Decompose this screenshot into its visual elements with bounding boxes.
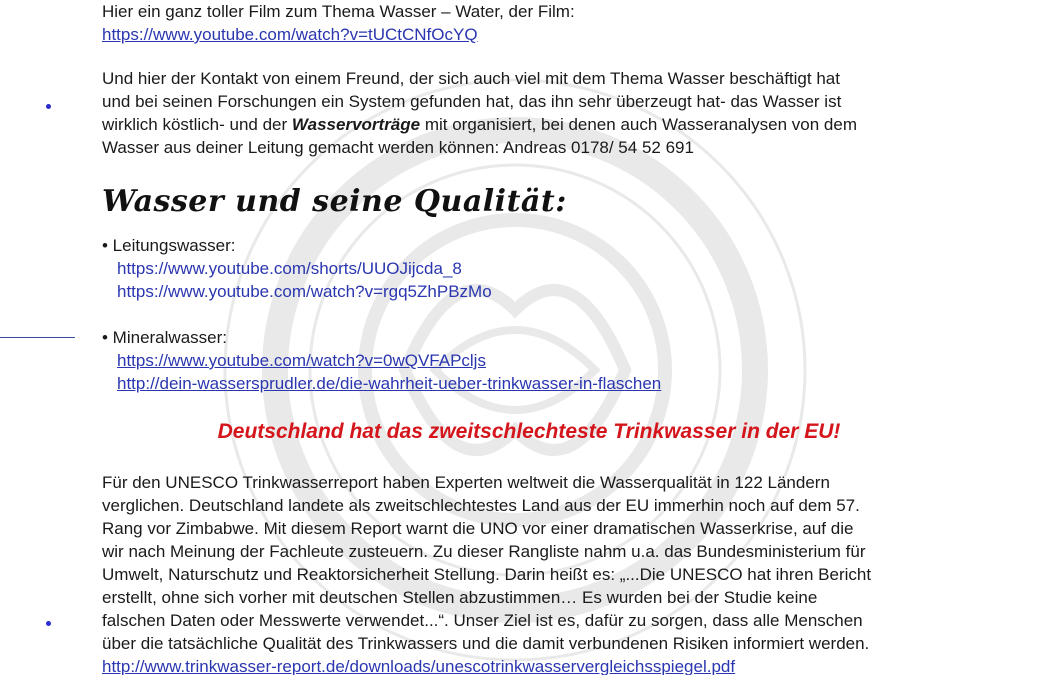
paragraph-line: Rang vor Zimbabwe. Mit diesem Report warnt die UNO vor einer dramatischen Wasserkrise, auf die [102,519,854,538]
margin-dot [46,621,51,626]
unesco-paragraph [102,471,871,675]
paragraph-line: erstellt, ohne sich vorher mit deutschen Stellen abzustimmen… Es wurden bei der Studie keine [102,588,818,607]
tap-water-label: • Leitungswasser: [102,236,236,255]
unesco-report-link[interactable]: http://www.trinkwasser-report.de/downloads/unescotrinkwasservergleichsspiegel.pdf [102,657,736,675]
paragraph-line: falschen Daten oder Messwerte verwendet...“. Unser Ziel ist es, dafür zu sorgen, dass alle Menschen [102,611,863,630]
contact-line: wirklich köstlich- und der Wasservorträge mit organisiert, bei denen auch Wasseranalysen von dem [102,115,857,134]
margin-dot [46,104,51,109]
tap-water-section [102,234,492,303]
intro-text: Hier ein ganz toller Film zum Thema Wasser – Water, der Film: [102,2,575,21]
film-link[interactable]: https://www.youtube.com/watch?v=tUCtCNfOcYQ [102,25,478,44]
contact-line: Wasser aus deiner Leitung gemacht werden können: Andreas 0178/ 54 52 691 [102,138,694,157]
margin-line [0,337,75,338]
emphasis-text: Wasservorträge [291,115,421,134]
contact-paragraph [102,67,857,159]
eu-heading: Deutschland hat das zweitschlechteste Trinkwasser in der EU! [217,420,841,443]
tap-water-link[interactable]: https://www.youtube.com/shorts/UUOJijcda_8 [117,259,462,278]
tap-water-link[interactable]: https://www.youtube.com/watch?v=rgq5ZhPBzMo [117,282,492,301]
quality-heading: Wasser und seine Qualität: [102,184,567,219]
contact-line: und bei seinen Forschungen ein System gefunden hat, das ihn sehr überzeugt hat- das Wasser ist [102,92,842,111]
paragraph-line: wir nach Meinung der Fachleute zusteuern. Zu dieser Rangliste nahm u.a. das Bundesministerium für [102,542,866,561]
paragraph-line: Für den UNESCO Trinkwasserreport haben Experten weltweit die Wasserqualität in 122 Ländern [102,473,830,492]
paragraph-line: über die tatsächliche Qualität des Trinkwassers und die damit verbundenen Risiken informiert werden. [102,634,870,653]
mineral-water-section [102,326,661,395]
mineral-water-link[interactable]: http://dein-wassersprudler.de/die-wahrheit-ueber-trinkwasser-in-flaschen [117,374,662,393]
mineral-water-label: • Mineralwasser: [102,328,227,347]
contact-line: Und hier der Kontakt von einem Freund, der sich auch viel mit dem Thema Wasser beschäftigt hat [102,69,840,88]
intro-section [102,0,575,46]
mineral-water-link[interactable]: https://www.youtube.com/watch?v=0wQVFAPcljs [117,351,486,370]
paragraph-line: Umwelt, Naturschutz und Reaktorsicherheit Stellung. Darin heißt es: „...Die UNESCO hat ihren Bericht [102,565,872,584]
paragraph-line: verglichen. Deutschland landete als zweitschlechtestes Land aus der EU immerhin noch auf dem 57. [102,496,860,515]
